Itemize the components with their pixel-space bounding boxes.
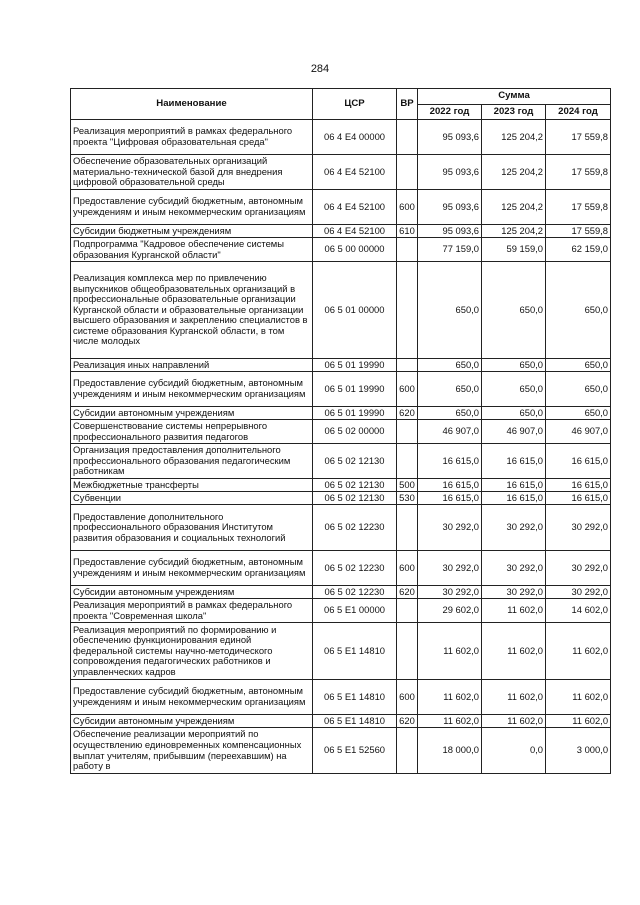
budget-table (70, 88, 611, 774)
row-sum-2022: 16 615,0 (418, 479, 482, 492)
row-vr: 600 (397, 551, 418, 586)
row-sum-2023: 30 292,0 (482, 551, 546, 586)
table-row (71, 586, 611, 599)
header-year-2023: 2023 год (482, 105, 546, 120)
row-name: Предоставление субсидий бюджетным, автономным учреждениям и иным некоммерческим организациям (71, 372, 313, 407)
row-vr (397, 262, 418, 359)
header-year-2024: 2024 год (546, 105, 611, 120)
row-sum-2022: 95 093,6 (418, 120, 482, 155)
row-name: Межбюджетные трансферты (71, 479, 313, 492)
row-sum-2023: 11 602,0 (482, 599, 546, 623)
table-row (71, 599, 611, 623)
row-name: Субсидии бюджетным учреждениям (71, 225, 313, 238)
row-code: 06 5 02 12230 (313, 551, 397, 586)
row-sum-2024: 30 292,0 (546, 586, 611, 599)
row-sum-2024: 16 615,0 (546, 479, 611, 492)
table-row (71, 444, 611, 479)
table-row (71, 225, 611, 238)
row-sum-2024: 62 159,0 (546, 238, 611, 262)
row-sum-2022: 16 615,0 (418, 492, 482, 505)
row-sum-2023: 0,0 (482, 728, 546, 774)
row-vr (397, 420, 418, 444)
row-sum-2024: 17 559,8 (546, 225, 611, 238)
row-sum-2022: 77 159,0 (418, 238, 482, 262)
row-vr (397, 444, 418, 479)
table-row (71, 728, 611, 774)
row-sum-2022: 650,0 (418, 372, 482, 407)
row-sum-2024: 11 602,0 (546, 623, 611, 680)
table-row (71, 359, 611, 372)
row-vr: 610 (397, 225, 418, 238)
row-code: 06 4 E4 52100 (313, 155, 397, 190)
row-sum-2024: 11 602,0 (546, 680, 611, 715)
row-sum-2023: 125 204,2 (482, 225, 546, 238)
row-code: 06 5 02 12230 (313, 505, 397, 551)
row-sum-2023: 11 602,0 (482, 623, 546, 680)
row-sum-2024: 650,0 (546, 372, 611, 407)
row-sum-2022: 650,0 (418, 407, 482, 420)
row-code: 06 5 02 12130 (313, 444, 397, 479)
row-code: 06 5 02 00000 (313, 420, 397, 444)
row-sum-2024: 30 292,0 (546, 551, 611, 586)
row-sum-2022: 29 602,0 (418, 599, 482, 623)
table-row (71, 238, 611, 262)
row-sum-2023: 16 615,0 (482, 492, 546, 505)
row-sum-2022: 95 093,6 (418, 155, 482, 190)
row-sum-2022: 18 000,0 (418, 728, 482, 774)
row-sum-2022: 11 602,0 (418, 715, 482, 728)
header-year-2022: 2022 год (418, 105, 482, 120)
row-sum-2022: 95 093,6 (418, 225, 482, 238)
table-row (71, 190, 611, 225)
row-vr: 620 (397, 715, 418, 728)
row-code: 06 5 E1 14810 (313, 715, 397, 728)
table-row (71, 505, 611, 551)
row-sum-2022: 11 602,0 (418, 623, 482, 680)
row-name: Субсидии автономным учреждениям (71, 715, 313, 728)
row-name: Реализация комплекса мер по привлечению выпускников общеобразовательных организаций в профессиональные образовательные организации Курганской области и образовательные организации высшего образования и закреплению специалистов в системе образования Курганской области, в том числе молодых (71, 262, 313, 359)
row-sum-2024: 650,0 (546, 359, 611, 372)
row-code: 06 4 E4 52100 (313, 225, 397, 238)
row-vr: 620 (397, 586, 418, 599)
row-name: Субвенции (71, 492, 313, 505)
row-sum-2024: 16 615,0 (546, 492, 611, 505)
table-row (71, 715, 611, 728)
table-row (71, 680, 611, 715)
row-code: 06 5 02 12130 (313, 492, 397, 505)
row-sum-2022: 650,0 (418, 262, 482, 359)
row-name: Предоставление субсидий бюджетным, автономным учреждениям и иным некоммерческим организациям (71, 551, 313, 586)
row-vr: 600 (397, 372, 418, 407)
header-code: ЦСР (313, 89, 397, 120)
row-code: 06 5 00 00000 (313, 238, 397, 262)
row-name: Предоставление субсидий бюджетным, автономным учреждениям и иным некоммерческим организациям (71, 680, 313, 715)
row-code: 06 5 02 12130 (313, 479, 397, 492)
row-code: 06 4 E4 00000 (313, 120, 397, 155)
row-sum-2023: 11 602,0 (482, 715, 546, 728)
row-name: Субсидии автономным учреждениям (71, 407, 313, 420)
row-sum-2023: 16 615,0 (482, 479, 546, 492)
row-name: Обеспечение образовательных организаций материально-технической базой для внедрения цифровой образовательной среды (71, 155, 313, 190)
row-name: Подпрограмма "Кадровое обеспечение системы образования Курганской области" (71, 238, 313, 262)
row-sum-2024: 17 559,8 (546, 155, 611, 190)
row-sum-2024: 17 559,8 (546, 120, 611, 155)
row-name: Организация предоставления дополнительного профессионального образования педагогическим работникам (71, 444, 313, 479)
row-sum-2024: 650,0 (546, 407, 611, 420)
row-name: Реализация иных направлений (71, 359, 313, 372)
row-sum-2022: 30 292,0 (418, 551, 482, 586)
row-name: Предоставление субсидий бюджетным, автономным учреждениям и иным некоммерческим организациям (71, 190, 313, 225)
row-sum-2024: 46 907,0 (546, 420, 611, 444)
row-sum-2023: 59 159,0 (482, 238, 546, 262)
row-sum-2023: 46 907,0 (482, 420, 546, 444)
row-code: 06 5 01 00000 (313, 262, 397, 359)
row-code: 06 5 E1 52560 (313, 728, 397, 774)
header-vr: ВР (397, 89, 418, 120)
table-row (71, 155, 611, 190)
row-name: Реализация мероприятий в рамках федерального проекта "Цифровая образовательная среда" (71, 120, 313, 155)
row-sum-2023: 650,0 (482, 359, 546, 372)
row-sum-2024: 16 615,0 (546, 444, 611, 479)
row-code: 06 5 01 19990 (313, 372, 397, 407)
row-vr (397, 155, 418, 190)
row-vr: 600 (397, 190, 418, 225)
table-row (71, 372, 611, 407)
row-code: 06 5 02 12230 (313, 586, 397, 599)
table-row (71, 120, 611, 155)
row-sum-2023: 650,0 (482, 262, 546, 359)
row-vr (397, 120, 418, 155)
table-row (71, 492, 611, 505)
row-sum-2024: 17 559,8 (546, 190, 611, 225)
row-name: Реализация мероприятий в рамках федерального проекта "Современная школа" (71, 599, 313, 623)
header-name: Наименование (71, 89, 313, 120)
row-sum-2022: 46 907,0 (418, 420, 482, 444)
row-vr: 600 (397, 680, 418, 715)
row-sum-2022: 30 292,0 (418, 505, 482, 551)
row-sum-2023: 16 615,0 (482, 444, 546, 479)
row-sum-2023: 125 204,2 (482, 190, 546, 225)
table-row (71, 420, 611, 444)
row-sum-2022: 650,0 (418, 359, 482, 372)
row-sum-2024: 14 602,0 (546, 599, 611, 623)
row-sum-2023: 11 602,0 (482, 680, 546, 715)
row-vr (397, 728, 418, 774)
row-code: 06 5 E1 00000 (313, 599, 397, 623)
row-code: 06 4 E4 52100 (313, 190, 397, 225)
row-vr: 500 (397, 479, 418, 492)
row-vr (397, 623, 418, 680)
table-row (71, 623, 611, 680)
table-row (71, 551, 611, 586)
row-name: Обеспечение реализации мероприятий по осуществлению единовременных компенсационных выплат учителям, прибывшим (переехавшим) на работу в (71, 728, 313, 774)
page-number: 284 (310, 63, 330, 75)
row-code: 06 5 E1 14810 (313, 623, 397, 680)
row-sum-2024: 11 602,0 (546, 715, 611, 728)
row-sum-2023: 125 204,2 (482, 155, 546, 190)
row-sum-2024: 30 292,0 (546, 505, 611, 551)
row-sum-2023: 650,0 (482, 372, 546, 407)
row-vr: 530 (397, 492, 418, 505)
row-vr (397, 599, 418, 623)
row-vr (397, 238, 418, 262)
row-sum-2023: 30 292,0 (482, 586, 546, 599)
row-code: 06 5 01 19990 (313, 407, 397, 420)
table-row (71, 479, 611, 492)
row-sum-2022: 11 602,0 (418, 680, 482, 715)
row-name: Реализация мероприятий по формированию и обеспечению функционирования единой федеральной системы научно-методического сопровождения педагогических работников и управленческих кадров (71, 623, 313, 680)
row-sum-2022: 16 615,0 (418, 444, 482, 479)
row-sum-2022: 30 292,0 (418, 586, 482, 599)
table-row (71, 407, 611, 420)
row-name: Совершенствование системы непрерывного профессионального развития педагогов (71, 420, 313, 444)
row-name: Предоставление дополнительного профессионального образования Институтом развития образования и социальных технологий (71, 505, 313, 551)
row-vr (397, 505, 418, 551)
row-sum-2023: 650,0 (482, 407, 546, 420)
row-vr: 620 (397, 407, 418, 420)
row-sum-2023: 30 292,0 (482, 505, 546, 551)
row-code: 06 5 01 19990 (313, 359, 397, 372)
row-name: Субсидии автономным учреждениям (71, 586, 313, 599)
row-code: 06 5 E1 14810 (313, 680, 397, 715)
row-sum-2024: 3 000,0 (546, 728, 611, 774)
row-sum-2022: 95 093,6 (418, 190, 482, 225)
header-sum: Сумма (418, 89, 611, 105)
row-sum-2024: 650,0 (546, 262, 611, 359)
row-vr (397, 359, 418, 372)
table-row (71, 262, 611, 359)
row-sum-2023: 125 204,2 (482, 120, 546, 155)
